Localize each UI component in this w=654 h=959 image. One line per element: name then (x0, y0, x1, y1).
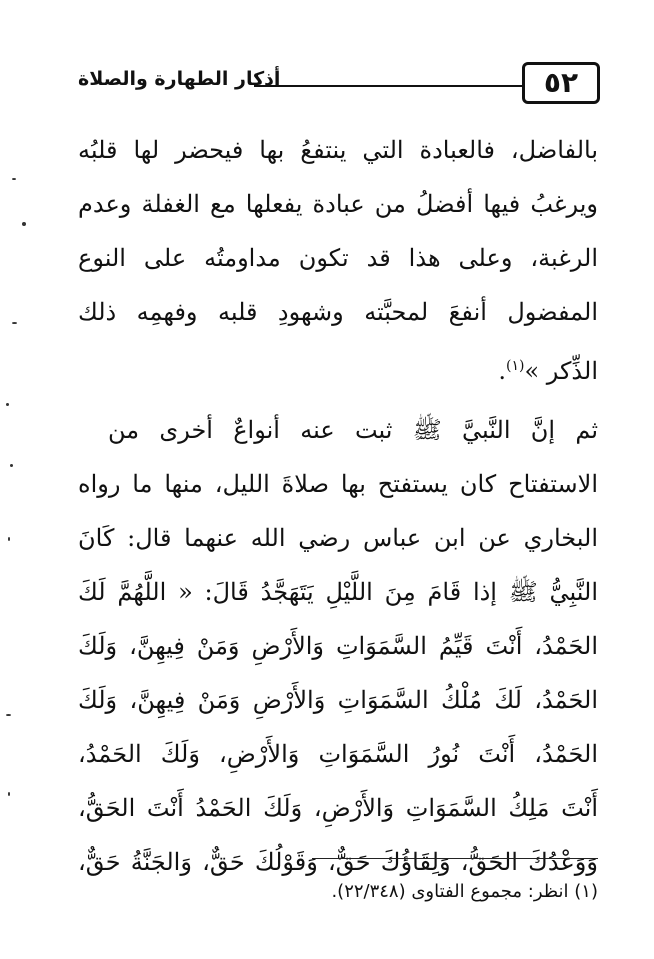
header-rule (254, 85, 522, 87)
text-line: ثم إنَّ النَّبيَّ ﷺ ثبت عنه أنواعٌ أخرى من (108, 416, 598, 444)
footnote: (١) انظر: مجموع الفتاوى (٢٢/٣٤٨). (331, 881, 598, 902)
scan-speck (6, 714, 11, 716)
text-line: ويرغبُ فيها أفضلُ من عبادة يفعلها مع الغفلة وعدم (78, 190, 598, 218)
text-segment: الذِّكر » (524, 357, 598, 385)
text-line: الحَمْدُ، أَنْتَ نُورُ السَّمَوَاتِ وَالأَرْضِ، وَلَكَ الحَمْدُ، (78, 740, 598, 768)
footnote-marker: (١) (505, 358, 525, 374)
scan-speck (10, 464, 13, 467)
text-line: الرغبة، وعلى هذا قد تكون مداومتُه على النوع (78, 244, 598, 272)
text-line-last (78, 339, 598, 393)
scan-speck (8, 537, 10, 541)
scan-speck (12, 322, 17, 324)
text-line: أَنْتَ مَلِكُ السَّمَوَاتِ وَالأَرْضِ، وَلَكَ الحَمْدُ أَنْتَ الحَقُّ، (78, 794, 598, 822)
scan-speck (8, 792, 10, 796)
text-line: الحَمْدُ، أَنْتَ قَيِّمُ السَّمَوَاتِ وَالأَرْضِ وَمَنْ فِيهِنَّ، وَلَكَ (78, 632, 598, 660)
scan-speck (12, 178, 16, 180)
text-line: المفضول أنفعَ لمحبَّته وشهودِ قلبه وفهمِه ذلك (78, 298, 598, 326)
text-line: الاستفتاح كان يستفتح بها صلاةَ الليل، منها ما رواه (78, 470, 598, 498)
scan-speck (6, 403, 9, 406)
sentence-end: . (498, 357, 506, 385)
scan-speck (22, 222, 26, 226)
page-number: ٥٢ (522, 62, 600, 104)
text-line: البخاري عن ابن عباس رضي الله عنهما قال: كَانَ (78, 524, 598, 552)
text-line: بالفاضل، فالعبادة التي ينتفعُ بها فيحضر لها قلبُه (78, 136, 598, 164)
running-title: أذكار الطهارة والصلاة (78, 68, 281, 90)
footnote-separator (312, 858, 598, 859)
text-line: وَوَعْدُكَ الحَقُّ، وَلِقَاؤُكَ حَقٌّ، وَقَوْلُكَ حَقٌّ، وَالجَنَّةُ حَقٌّ، (78, 848, 598, 876)
page-header (78, 60, 600, 110)
text-line: الحَمْدُ، لَكَ مُلْكُ السَّمَوَاتِ وَالأَرْضِ وَمَنْ فِيهِنَّ، وَلَكَ (78, 686, 598, 714)
text-line: النَّبِيُّ ﷺ إذا قَامَ مِنَ اللَّيْلِ يَتَهَجَّدُ قَالَ: « اللَّهُمَّ لَكَ (78, 578, 598, 606)
